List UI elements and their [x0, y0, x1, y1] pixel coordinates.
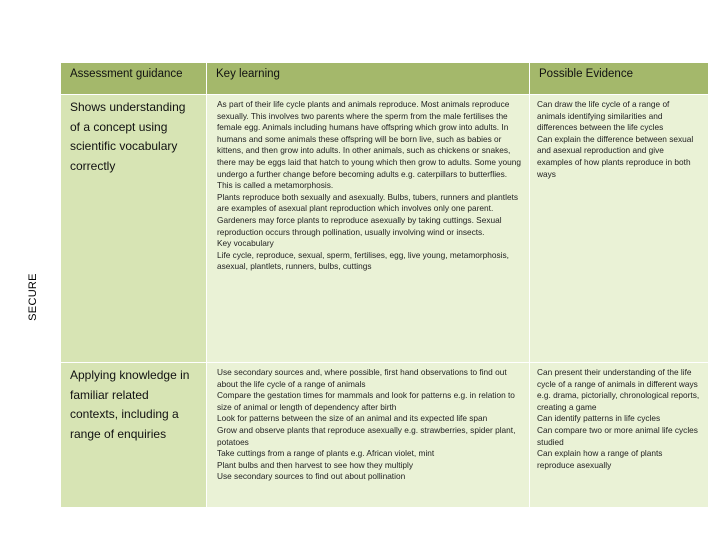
key-learning-line: Look for patterns between the size of an animal and its expected life span	[217, 413, 488, 424]
evidence-cell	[530, 363, 709, 508]
evidence-item: Can identify patterns in life cycles	[537, 413, 661, 424]
header-key-learning: Key learning	[207, 63, 530, 95]
key-learning-paragraph: Plants reproduce both sexually and asexually. Bulbs, tubers, runners and plantlets are examples of asexual plant reproduction which involves only one parent. Gardeners may force plants to reproduce asexually by taking cuttings. Sexual reproduction occurs through pollination, usually involving wind or insects.	[217, 191, 519, 237]
key-learning-line: Compare the gestation times for mammals and look for patterns e.g. in relation to size of animal or length of dependency after birth	[217, 390, 515, 412]
key-vocabulary-heading: Key vocabulary	[217, 238, 274, 249]
evidence-item: Can explain how a range of plants reproduce asexually	[537, 448, 663, 470]
key-learning-cell	[207, 95, 530, 363]
guidance-cell: Shows understanding of a concept using scientific vocabulary correctly	[61, 95, 207, 363]
secure-label-text: SECURE	[27, 273, 39, 321]
key-learning-paragraph: As part of their life cycle plants and animals reproduce. Most animals reproduce sexually. This involves two parents where the sperm from the male fertilises the female egg. Animals including humans have offspring which grow into adults. In humans and some animals these offspring will be born live, such as babies or kittens, and then grow into adults. In other animals, such as chickens or snakes, there may be eggs laid that hatch to young which then grow to adults. Some young undergo a further change before becoming adults e.g. caterpillars to butterflies. This is called a metamorphosis.	[217, 99, 521, 191]
table-row	[61, 95, 709, 363]
table-row	[61, 363, 709, 508]
key-learning-line: Grow and observe plants that reproduce asexually e.g. strawberries, spider plant, potatoes	[217, 424, 516, 447]
key-vocabulary-list: Life cycle, reproduce, sexual, sperm, fertilises, egg, live young, metamorphosis, asexual, plantlets, runners, bulbs, cuttings	[217, 249, 509, 272]
key-learning-line: Use secondary sources and, where possible, first hand observations to find out about the life cycle of a range of animals	[217, 367, 507, 389]
guidance-cell: Applying knowledge in familiar related contexts, including a range of enquiries	[61, 363, 207, 508]
key-learning-line: Take cuttings from a range of plants e.g. African violet, mint	[217, 448, 435, 459]
evidence-item: Can explain the difference between sexual and asexual reproduction and give examples of how plants reproduce in both ways	[537, 133, 694, 179]
evidence-cell	[530, 95, 709, 363]
key-learning-line: Plant bulbs and then harvest to see how they multiply	[217, 459, 414, 470]
key-learning-line: Use secondary sources to find out about pollination	[217, 471, 406, 482]
evidence-item: Can draw the life cycle of a range of animals identifying similarities and differences between the life cycles	[537, 99, 670, 133]
header-possible-evidence: Possible Evidence	[530, 63, 709, 95]
header-row	[61, 63, 709, 95]
header-assessment-guidance: Assessment guidance	[61, 63, 207, 95]
key-learning-cell	[207, 363, 530, 508]
evidence-item: Can compare two or more animal life cycles studied	[537, 424, 698, 447]
secure-side-label	[8, 90, 58, 503]
assessment-table	[60, 62, 709, 508]
evidence-item: Can present their understanding of the life cycle of a range of animals in different ways e.g. drama, pictorially, chronological reports, creating a game	[537, 367, 700, 412]
